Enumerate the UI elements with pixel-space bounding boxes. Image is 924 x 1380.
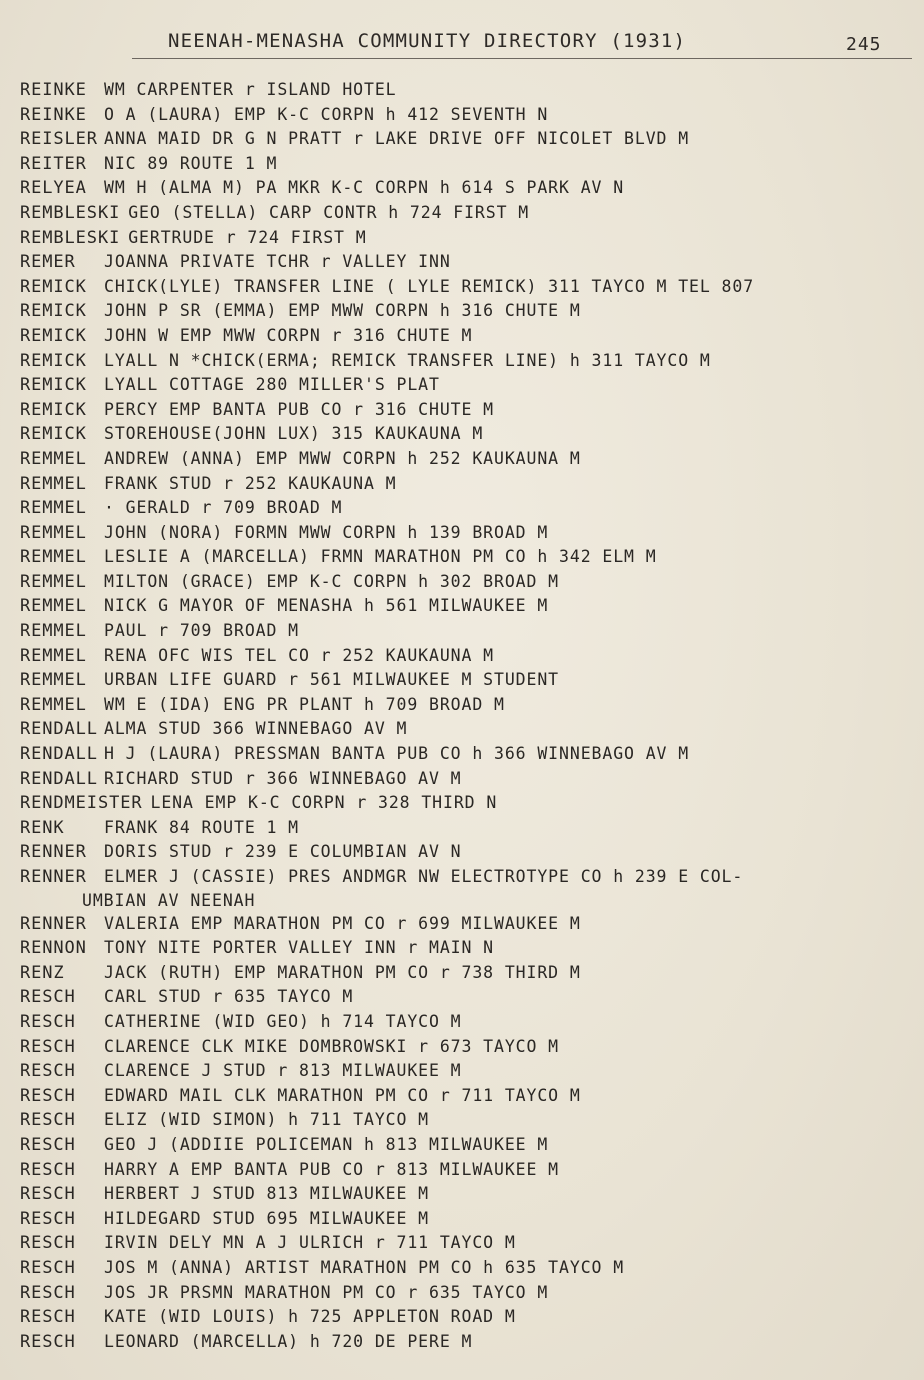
entry-details: JOHN W EMP MWW CORPN r 316 CHUTE M — [104, 325, 473, 345]
directory-entry — [20, 1133, 910, 1158]
entry-details: NICK G MAYOR OF MENASHA h 561 MILWAUKEE M — [104, 596, 549, 616]
entry-surname: RENK — [20, 817, 65, 838]
directory-entry — [20, 1035, 910, 1060]
entry-surname: REMMEL — [20, 596, 87, 617]
entry-surname: REMMEL — [20, 670, 87, 691]
directory-entry — [20, 299, 910, 324]
entry-surname: REMICK — [20, 424, 87, 445]
entry-surname: REITER — [20, 153, 87, 174]
directory-entry — [20, 201, 910, 226]
entry-details: NIC 89 ROUTE 1 M — [104, 153, 278, 173]
entry-surname: REMBLESKI — [20, 202, 121, 223]
entry-details: PAUL r 709 BROAD M — [104, 621, 300, 641]
header-rule — [132, 58, 912, 59]
entry-surname: RENNER — [20, 842, 87, 863]
entry-details: JOANNA PRIVATE TCHR r VALLEY INN — [104, 252, 451, 272]
directory-entry — [20, 226, 910, 251]
entry-surname: RESCH — [20, 1257, 76, 1278]
directory-entry — [20, 472, 910, 497]
directory-entry — [20, 152, 910, 177]
directory-entry — [20, 496, 910, 521]
entry-surname: REMMEL — [20, 621, 87, 642]
entry-details: FRANK 84 ROUTE 1 M — [104, 817, 300, 837]
entry-details: WM CARPENTER r ISLAND HOTEL — [104, 80, 397, 99]
entry-surname: RESCH — [20, 1011, 76, 1032]
entry-surname: RESCH — [20, 1085, 76, 1106]
entry-surname: REMICK — [20, 301, 87, 322]
entry-surname: RESCH — [20, 1282, 76, 1303]
directory-entry — [20, 1059, 910, 1084]
entry-surname: RESCH — [20, 1061, 76, 1082]
entry-details: CLARENCE J STUD r 813 MILWAUKEE M — [104, 1061, 462, 1081]
directory-entry — [20, 912, 910, 937]
entry-details: DORIS STUD r 239 E COLUMBIAN AV N — [104, 842, 462, 862]
entry-surname: RESCH — [20, 1036, 76, 1057]
directory-entry — [20, 447, 910, 472]
entry-surname: RENNER — [20, 867, 87, 887]
entry-surname: REMMEL — [20, 522, 87, 543]
directory-entry — [20, 324, 910, 349]
entry-details: LENA EMP K-C CORPN r 328 THIRD N — [150, 793, 498, 813]
entry-surname: REMER — [20, 252, 76, 273]
directory-entry — [20, 545, 910, 570]
entry-details: JOS JR PRSMN MARATHON PM CO r 635 TAYCO M — [104, 1282, 549, 1302]
directory-entry — [20, 78, 910, 103]
entry-surname: RENDALL — [20, 744, 98, 765]
entry-details: CHICK(LYLE) TRANSFER LINE ( LYLE REMICK) 311 TAYCO M TEL 807 — [104, 276, 755, 296]
entry-details: HERBERT J STUD 813 MILWAUKEE M — [104, 1184, 430, 1204]
directory-entry — [20, 1330, 910, 1355]
entry-surname: RESCH — [20, 1184, 76, 1205]
entry-surname: REMMEL — [20, 448, 87, 469]
directory-entry — [20, 1084, 910, 1109]
directory-entry — [20, 1281, 910, 1306]
entry-surname: REMICK — [20, 399, 87, 420]
directory-entry — [20, 816, 910, 841]
directory-entry — [20, 349, 910, 374]
entry-surname: RESCH — [20, 1159, 76, 1180]
directory-entry — [20, 717, 910, 742]
directory-entry — [20, 373, 910, 398]
directory-entry — [20, 1182, 910, 1207]
entry-details: ANNA MAID DR G N PRATT r LAKE DRIVE OFF NICOLET BLVD M — [104, 129, 690, 149]
entry-surname: REMMEL — [20, 498, 87, 519]
entry-surname: RESCH — [20, 987, 76, 1008]
entry-surname: RELYEA — [20, 178, 87, 199]
entry-details: FRANK STUD r 252 KAUKAUNA M — [104, 473, 397, 493]
directory-entry — [20, 521, 910, 546]
entry-details: HARRY A EMP BANTA PUB CO r 813 MILWAUKEE M — [104, 1159, 560, 1179]
entry-details: WM E (IDA) ENG PR PLANT h 709 BROAD M — [104, 694, 505, 714]
entry-details: JOHN P SR (EMMA) EMP MWW CORPN h 316 CHUTE M — [104, 301, 581, 321]
directory-entry — [20, 791, 910, 816]
directory-entry — [20, 693, 910, 718]
entry-surname: REMICK — [20, 350, 87, 371]
directory-entry — [20, 422, 910, 447]
entry-surname: REMMEL — [20, 571, 87, 592]
directory-entry — [20, 275, 910, 300]
directory-entry — [20, 668, 910, 693]
entry-surname: RENNON — [20, 938, 87, 959]
entry-details: PERCY EMP BANTA PUB CO r 316 CHUTE M — [104, 399, 495, 419]
entry-details: LESLIE A (MARCELLA) FRMN MARATHON PM CO h 342 ELM M — [104, 547, 657, 567]
directory-entry — [20, 570, 910, 595]
entry-details: EDWARD MAIL CLK MARATHON PM CO r 711 TAYCO M — [104, 1085, 581, 1105]
entry-details: URBAN LIFE GUARD r 561 MILWAUKEE M STUDENT — [104, 670, 560, 690]
entry-continuation: UMBIAN AV NEENAH — [82, 890, 256, 910]
directory-entry — [20, 1158, 910, 1183]
entry-surname: REINKE — [20, 80, 87, 100]
entry-details: H J (LAURA) PRESSMAN BANTA PUB CO h 366 WINNEBAGO AV M — [104, 744, 690, 764]
directory-entry — [20, 1231, 910, 1256]
directory-entry — [20, 1305, 910, 1330]
page-header — [0, 28, 924, 60]
entry-details: LYALL COTTAGE 280 MILLER'S PLAT — [104, 375, 440, 395]
directory-entry — [20, 619, 910, 644]
entry-surname: REMMEL — [20, 645, 87, 666]
entry-surname: RENNER — [20, 913, 87, 934]
entry-details: KATE (WID LOUIS) h 725 APPLETON ROAD M — [104, 1307, 516, 1327]
entry-surname: RESCH — [20, 1331, 76, 1352]
directory-entry — [20, 742, 910, 767]
entry-surname: RESCH — [20, 1110, 76, 1131]
entry-details: O A (LAURA) EMP K-C CORPN h 412 SEVENTH N — [104, 104, 549, 124]
entry-details: ELMER J (CASSIE) PRES ANDMGR NW ELECTROTYPE CO h 239 E COL- — [104, 867, 744, 886]
entry-details: JOS M (ANNA) ARTIST MARATHON PM CO h 635 TAYCO M — [104, 1257, 625, 1277]
directory-entry — [20, 936, 910, 961]
entry-details: GEO J (ADDIIE POLICEMAN h 813 MILWAUKEE M — [104, 1134, 549, 1154]
directory-entry — [20, 594, 910, 619]
entry-details: CARL STUD r 635 TAYCO M — [104, 987, 354, 1007]
entry-surname: REMMEL — [20, 694, 87, 715]
directory-entry — [20, 840, 910, 865]
entry-details: MILTON (GRACE) EMP K-C CORPN h 302 BROAD M — [104, 571, 560, 591]
entry-surname: REMICK — [20, 276, 87, 297]
entry-surname: RESCH — [20, 1307, 76, 1328]
page-number: 245 — [846, 34, 882, 55]
entry-details: JOHN (NORA) FORMN MWW CORPN h 139 BROAD M — [104, 522, 549, 542]
directory-entry — [20, 127, 910, 152]
directory-entry — [20, 961, 910, 986]
entry-surname: RESCH — [20, 1233, 76, 1254]
entry-details: LYALL N *CHICK(ERMA; REMICK TRANSFER LINE) h 311 TAYCO M — [104, 350, 711, 370]
entry-surname: RENDALL — [20, 768, 98, 789]
directory-entry — [20, 985, 910, 1010]
entry-surname: REMMEL — [20, 473, 87, 494]
entry-details: CATHERINE (WID GEO) h 714 TAYCO M — [104, 1011, 462, 1031]
directory-entry — [20, 250, 910, 275]
entry-details: GEO (STELLA) CARP CONTR h 724 FIRST M — [128, 202, 530, 222]
entry-surname: RENZ — [20, 962, 65, 983]
entry-details: TONY NITE PORTER VALLEY INN r MAIN N — [104, 938, 495, 958]
entry-details: WM H (ALMA M) PA MKR K-C CORPN h 614 S PARK AV N — [104, 178, 625, 198]
entry-details: RENA OFC WIS TEL CO r 252 KAUKAUNA M — [104, 645, 495, 665]
directory-entry — [20, 644, 910, 669]
directory-entry — [20, 1108, 910, 1133]
directory-entries — [20, 78, 910, 1354]
entry-details: STOREHOUSE(JOHN LUX) 315 KAUKAUNA M — [104, 424, 484, 444]
entry-details: · GERALD r 709 BROAD M — [104, 498, 343, 518]
entry-surname: RENDMEISTER — [20, 793, 143, 814]
entry-details: LEONARD (MARCELLA) h 720 DE PERE M — [104, 1331, 473, 1351]
entry-surname: RENDALL — [20, 719, 98, 740]
entry-details: JACK (RUTH) EMP MARATHON PM CO r 738 THIRD M — [104, 962, 581, 982]
directory-entry — [20, 103, 910, 128]
directory-entry — [20, 1010, 910, 1035]
directory-entry — [20, 398, 910, 423]
page-title: NEENAH-MENASHA COMMUNITY DIRECTORY (1931) — [168, 30, 687, 52]
entry-details: HILDEGARD STUD 695 MILWAUKEE M — [104, 1208, 430, 1228]
directory-entry — [20, 1207, 910, 1232]
entry-details: VALERIA EMP MARATHON PM CO r 699 MILWAUKEE M — [104, 913, 581, 933]
entry-surname: REINKE — [20, 104, 87, 125]
entry-surname: RESCH — [20, 1208, 76, 1229]
entry-details: ELIZ (WID SIMON) h 711 TAYCO M — [104, 1110, 430, 1130]
directory-entry — [20, 865, 910, 890]
entry-surname: REMICK — [20, 375, 87, 396]
entry-details: GERTRUDE r 724 FIRST M — [128, 227, 367, 247]
entry-surname: REISLER — [20, 129, 98, 150]
directory-entry — [20, 767, 910, 792]
entry-surname: RESCH — [20, 1134, 76, 1155]
entry-details: RICHARD STUD r 366 WINNEBAGO AV M — [104, 768, 462, 788]
entry-details: ANDREW (ANNA) EMP MWW CORPN h 252 KAUKAUNA M — [104, 448, 581, 468]
directory-entry — [20, 1256, 910, 1281]
entry-details: IRVIN DELY MN A J ULRICH r 711 TAYCO M — [104, 1233, 516, 1253]
entry-surname: REMICK — [20, 325, 87, 346]
directory-entry — [20, 176, 910, 201]
entry-details: CLARENCE CLK MIKE DOMBROWSKI r 673 TAYCO M — [104, 1036, 560, 1056]
entry-details: ALMA STUD 366 WINNEBAGO AV M — [104, 719, 408, 739]
entry-surname: REMMEL — [20, 547, 87, 568]
entry-surname: REMBLESKI — [20, 227, 121, 248]
